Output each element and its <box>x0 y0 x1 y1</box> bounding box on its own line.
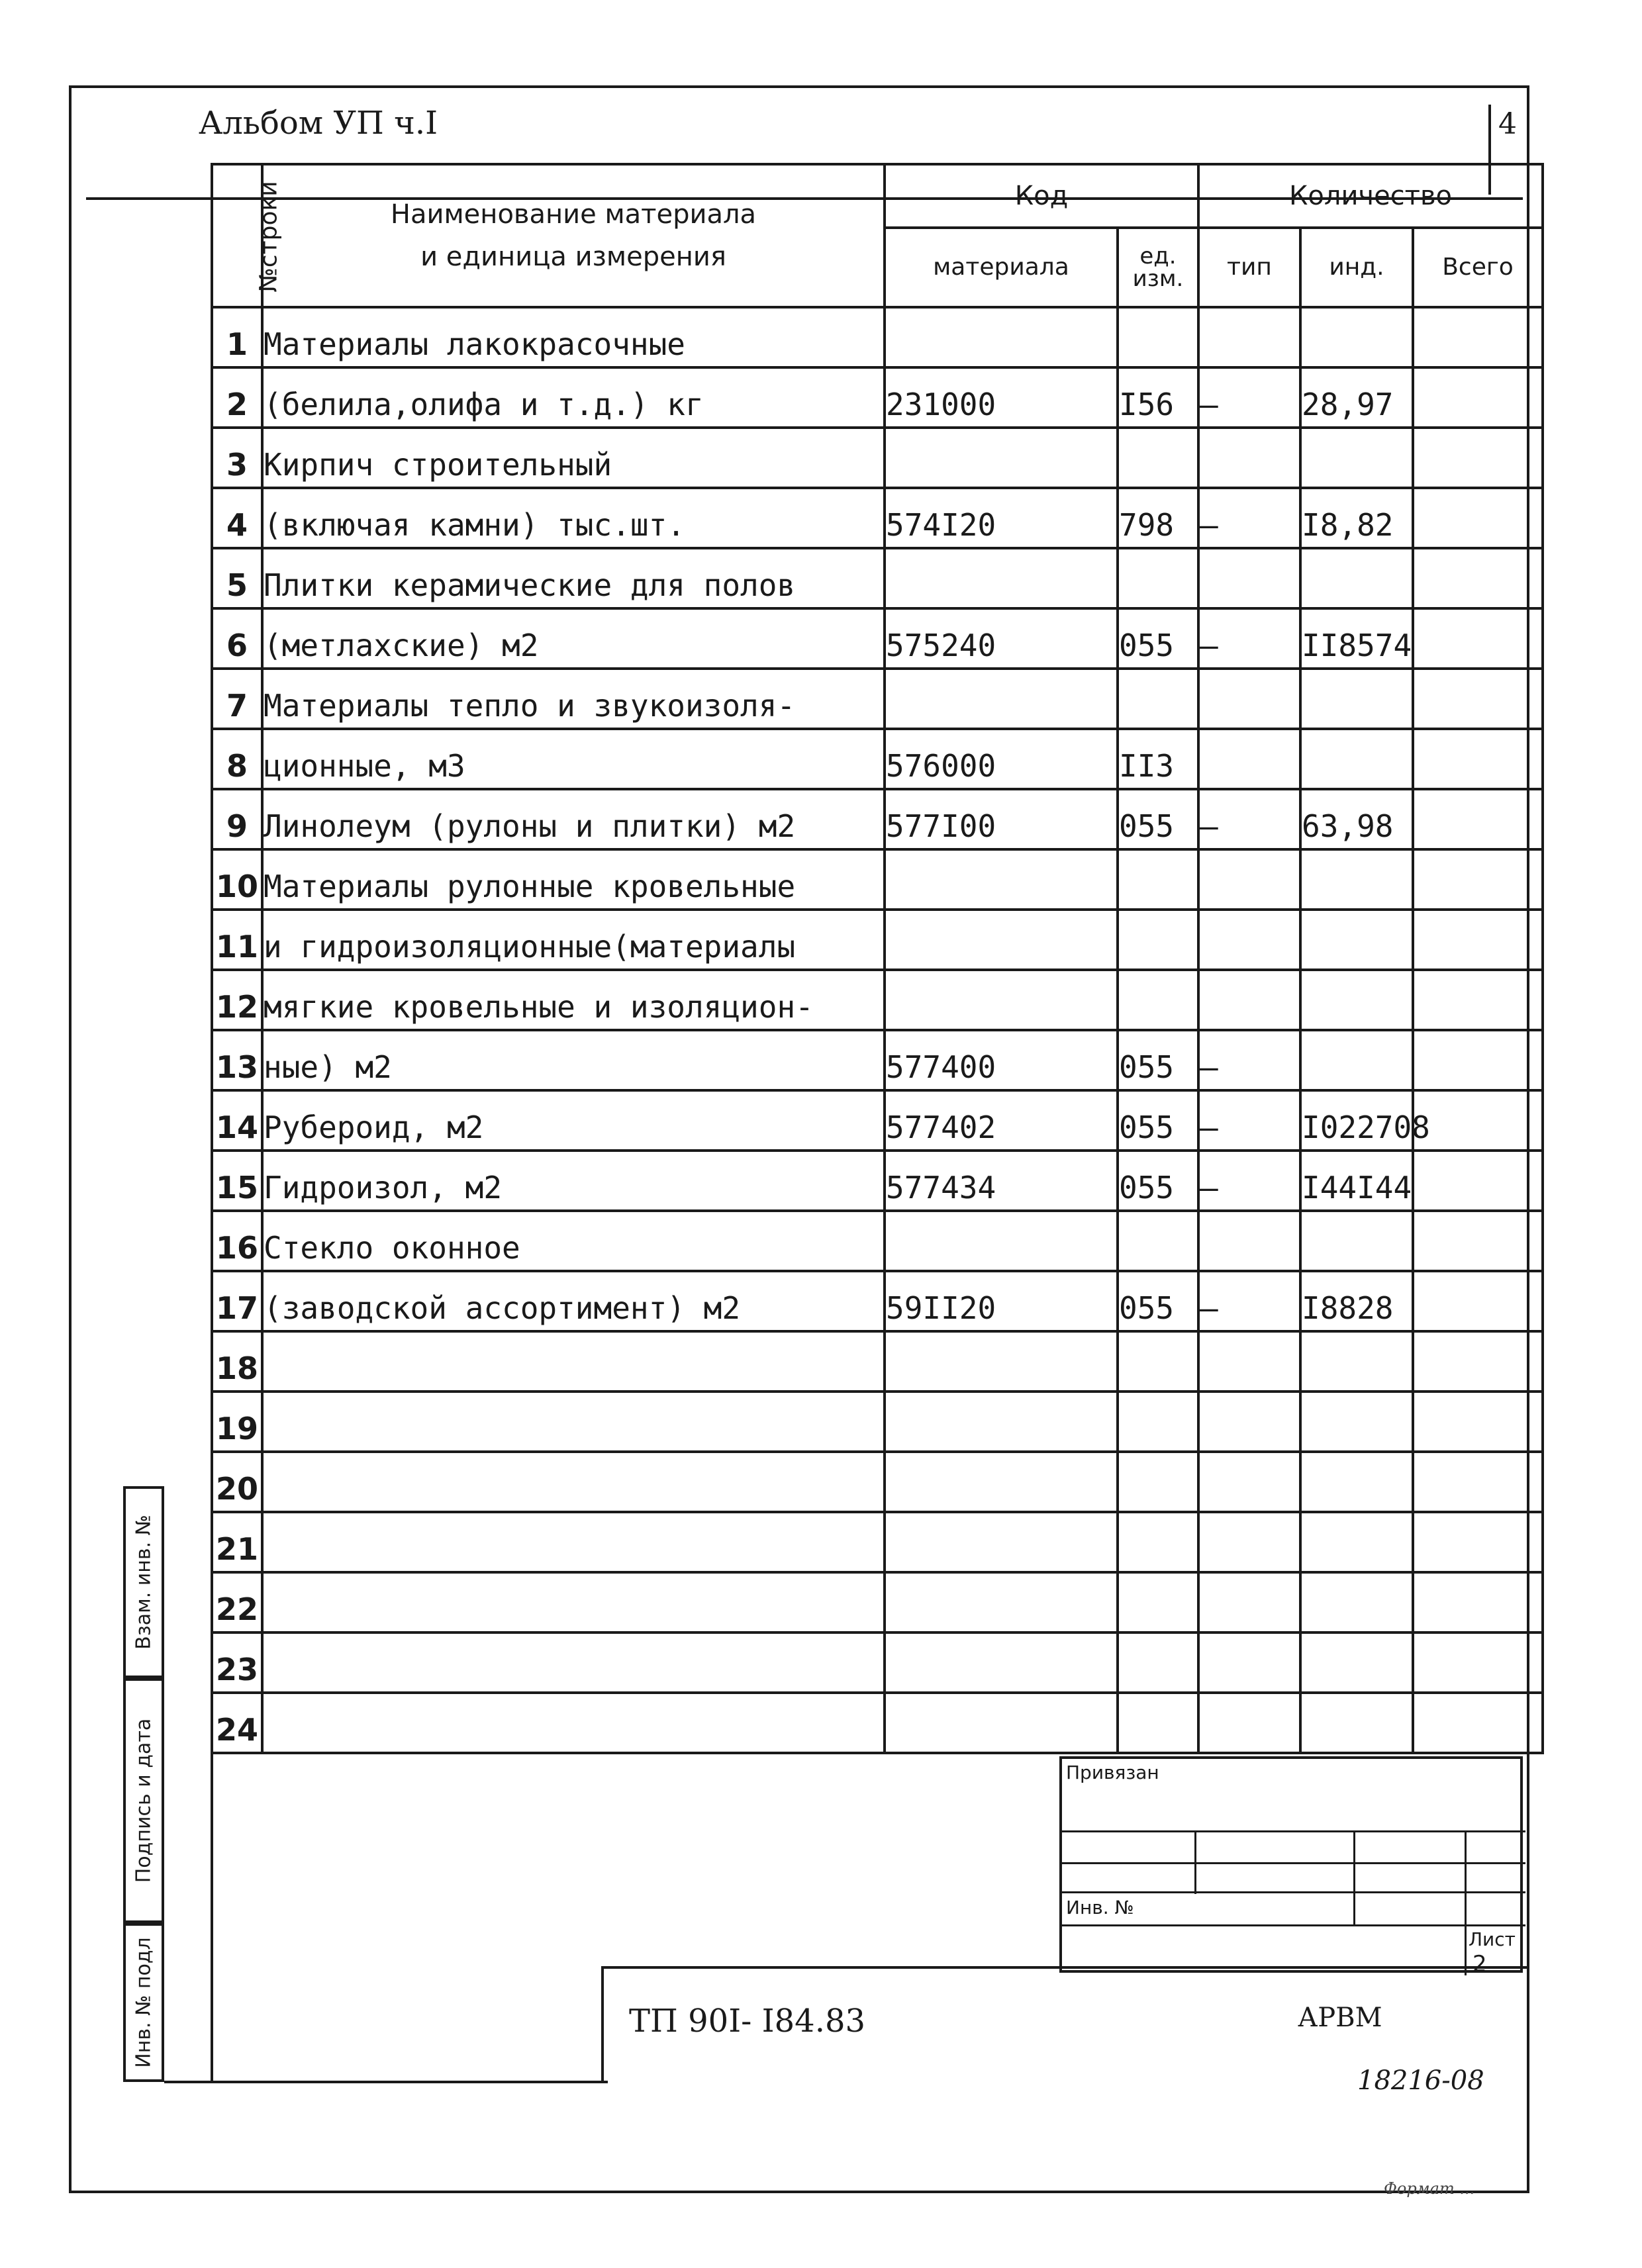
cell-type <box>1198 1512 1300 1572</box>
cell-total <box>1413 1392 1543 1452</box>
cell-code <box>885 910 1118 970</box>
inv-no-label: Инв. № <box>1066 1897 1134 1918</box>
cell-n: 13 <box>212 1030 262 1090</box>
cell-unit <box>1118 548 1198 608</box>
cell-unit: 798 <box>1118 488 1198 548</box>
cell-n: 22 <box>212 1572 262 1632</box>
sheet-number: 4 <box>1498 107 1517 141</box>
cell-name <box>262 1632 885 1693</box>
cell-n: 19 <box>212 1392 262 1452</box>
cell-unit <box>1118 910 1198 970</box>
cell-type <box>1198 669 1300 729</box>
cell-unit: 055 <box>1118 1030 1198 1090</box>
cell-total <box>1413 789 1543 849</box>
side-bottom-line <box>164 2081 211 2083</box>
cell-ind <box>1300 1211 1413 1271</box>
list-value: 2 <box>1473 1951 1487 1977</box>
cell-ind <box>1300 1392 1413 1452</box>
cell-code <box>885 1392 1118 1452</box>
cell-ind <box>1300 1331 1413 1392</box>
title-block-left-line <box>601 1966 604 2082</box>
title-block <box>1059 1756 1523 1977</box>
cell-unit <box>1118 1331 1198 1392</box>
format-note: Формат ... <box>1384 2179 1475 2198</box>
cell-name: (белила,олифа и т.д.) кг <box>262 367 885 428</box>
cell-total <box>1413 307 1543 367</box>
cell-type <box>1198 970 1300 1030</box>
side-box-vzam: Взам. инв. № <box>123 1486 164 1678</box>
cell-type <box>1198 1693 1300 1753</box>
cell-type: – <box>1198 488 1300 548</box>
table-row <box>212 608 1543 669</box>
cell-code <box>885 1572 1118 1632</box>
table-row <box>212 970 1543 1030</box>
cell-code <box>885 428 1118 488</box>
cell-unit: 055 <box>1118 1090 1198 1151</box>
side-box-podpis: Подпись и дата <box>123 1678 164 1923</box>
header-rownum: №строки <box>212 164 262 307</box>
cell-n: 20 <box>212 1452 262 1512</box>
cell-unit <box>1118 1512 1198 1572</box>
cell-n: 10 <box>212 849 262 910</box>
cell-name <box>262 1452 885 1512</box>
table-row <box>212 1331 1543 1392</box>
cell-unit: II3 <box>1118 729 1198 789</box>
table-row <box>212 1151 1543 1211</box>
cell-ind: I8,82 <box>1300 488 1413 548</box>
left-margin-line <box>211 1652 213 2082</box>
cell-type: – <box>1198 1151 1300 1211</box>
cell-ind <box>1300 428 1413 488</box>
cell-ind <box>1300 548 1413 608</box>
cell-name: Стекло оконное <box>262 1211 885 1271</box>
cell-unit: 055 <box>1118 789 1198 849</box>
cell-total <box>1413 1512 1543 1572</box>
cell-total <box>1413 849 1543 910</box>
cell-n: 6 <box>212 608 262 669</box>
cell-ind: I022708 <box>1300 1090 1413 1151</box>
cell-type: – <box>1198 608 1300 669</box>
cell-total <box>1413 910 1543 970</box>
cell-n: 7 <box>212 669 262 729</box>
table-row <box>212 1572 1543 1632</box>
cell-code <box>885 669 1118 729</box>
cell-ind <box>1300 1572 1413 1632</box>
cell-total <box>1413 1090 1543 1151</box>
cell-name: Плитки керамические для полов <box>262 548 885 608</box>
cell-total <box>1413 1151 1543 1211</box>
table-row <box>212 1452 1543 1512</box>
document-number: ТП 90I- I84.83 <box>629 2003 866 2040</box>
cell-name: (включая камни) тыс.шт. <box>262 488 885 548</box>
table-row <box>212 548 1543 608</box>
cell-n: 18 <box>212 1331 262 1392</box>
cell-code: 576000 <box>885 729 1118 789</box>
cell-n: 8 <box>212 729 262 789</box>
header-code-material: материала <box>885 228 1118 307</box>
cell-type <box>1198 307 1300 367</box>
cell-type: – <box>1198 367 1300 428</box>
cell-code <box>885 1693 1118 1753</box>
cell-type <box>1198 729 1300 789</box>
cell-type <box>1198 849 1300 910</box>
cell-ind: I44I44 <box>1300 1151 1413 1211</box>
table-row <box>212 1271 1543 1331</box>
cell-ind <box>1300 849 1413 910</box>
cell-n: 9 <box>212 789 262 849</box>
cell-name: (заводской ассортимент) м2 <box>262 1271 885 1331</box>
cell-n: 3 <box>212 428 262 488</box>
cell-name: ционные, м3 <box>262 729 885 789</box>
cell-code <box>885 1331 1118 1392</box>
cell-type: – <box>1198 789 1300 849</box>
cell-ind <box>1300 910 1413 970</box>
cell-total <box>1413 608 1543 669</box>
cell-code: 574I20 <box>885 488 1118 548</box>
table-row <box>212 1030 1543 1090</box>
cell-n: 12 <box>212 970 262 1030</box>
cell-unit <box>1118 1632 1198 1693</box>
cell-n: 11 <box>212 910 262 970</box>
cell-name <box>262 1693 885 1753</box>
cell-total <box>1413 970 1543 1030</box>
cell-type <box>1198 428 1300 488</box>
cell-n: 24 <box>212 1693 262 1753</box>
cell-n: 23 <box>212 1632 262 1693</box>
cell-unit <box>1118 669 1198 729</box>
table-row <box>212 1090 1543 1151</box>
cell-type <box>1198 910 1300 970</box>
table-row <box>212 1693 1543 1753</box>
table-row <box>212 910 1543 970</box>
cell-type <box>1198 548 1300 608</box>
header-qty-total: Всего <box>1413 228 1543 307</box>
cell-type <box>1198 1211 1300 1271</box>
table-row <box>212 488 1543 548</box>
cell-unit <box>1118 307 1198 367</box>
cell-total <box>1413 1452 1543 1512</box>
cell-n: 1 <box>212 307 262 367</box>
cell-name <box>262 1392 885 1452</box>
cell-code <box>885 1512 1118 1572</box>
cell-type: – <box>1198 1271 1300 1331</box>
cell-unit <box>1118 849 1198 910</box>
cell-unit <box>1118 1693 1198 1753</box>
cell-total <box>1413 1331 1543 1392</box>
cell-code: 577400 <box>885 1030 1118 1090</box>
cell-ind: I8828 <box>1300 1271 1413 1331</box>
album-title: Альбом УП ч.I <box>199 105 438 142</box>
privyazan-label: Привязан <box>1066 1762 1159 1783</box>
table-row <box>212 1211 1543 1271</box>
cell-unit <box>1118 970 1198 1030</box>
cell-ind <box>1300 1452 1413 1512</box>
cell-total <box>1413 1030 1543 1090</box>
cell-total <box>1413 1693 1543 1753</box>
cell-n: 2 <box>212 367 262 428</box>
cell-code: 577402 <box>885 1090 1118 1151</box>
cell-name <box>262 1331 885 1392</box>
cell-total <box>1413 729 1543 789</box>
cell-total <box>1413 1211 1543 1271</box>
cell-code <box>885 849 1118 910</box>
cell-name: Материалы лакокрасочные <box>262 307 885 367</box>
cell-unit: I56 <box>1118 367 1198 428</box>
header-quantity: Количество <box>1198 164 1543 228</box>
cell-total <box>1413 367 1543 428</box>
table-row <box>212 307 1543 367</box>
cell-n: 16 <box>212 1211 262 1271</box>
list-label: Лист <box>1469 1928 1516 1950</box>
cell-ind <box>1300 729 1413 789</box>
table-row <box>212 1392 1543 1452</box>
cell-ind <box>1300 1030 1413 1090</box>
cell-ind <box>1300 1512 1413 1572</box>
cell-total <box>1413 1632 1543 1693</box>
cell-type <box>1198 1392 1300 1452</box>
cell-code <box>885 307 1118 367</box>
header-code: Код <box>885 164 1198 228</box>
cell-code <box>885 970 1118 1030</box>
cell-ind <box>1300 1632 1413 1693</box>
bottom-left-line <box>211 2081 608 2083</box>
cell-total <box>1413 1271 1543 1331</box>
cell-unit: 055 <box>1118 608 1198 669</box>
cell-unit <box>1118 1452 1198 1512</box>
title-block-top-line <box>601 1966 1528 1969</box>
cell-name <box>262 1512 885 1572</box>
cell-total <box>1413 669 1543 729</box>
cell-name: (метлахские) м2 <box>262 608 885 669</box>
cell-type <box>1198 1452 1300 1512</box>
cell-type: – <box>1198 1030 1300 1090</box>
cell-n: 17 <box>212 1271 262 1331</box>
cell-n: 15 <box>212 1151 262 1211</box>
table-row <box>212 729 1543 789</box>
cell-code: 231000 <box>885 367 1118 428</box>
cell-unit <box>1118 1211 1198 1271</box>
cell-unit: 055 <box>1118 1271 1198 1331</box>
cell-total <box>1413 428 1543 488</box>
cell-ind <box>1300 1693 1413 1753</box>
cell-name: Кирпич строительный <box>262 428 885 488</box>
header-code-unit: ед. изм. <box>1118 228 1198 307</box>
handwritten-number: 18216-08 <box>1357 2065 1484 2096</box>
cell-ind: II8574 <box>1300 608 1413 669</box>
cell-total <box>1413 548 1543 608</box>
cell-code <box>885 1632 1118 1693</box>
cell-code <box>885 1211 1118 1271</box>
cell-unit <box>1118 1392 1198 1452</box>
cell-name: Рубероид, м2 <box>262 1090 885 1151</box>
header-qty-ind: инд. <box>1300 228 1413 307</box>
table-row <box>212 669 1543 729</box>
cell-ind <box>1300 970 1413 1030</box>
cell-name: Материалы тепло и звукоизоля- <box>262 669 885 729</box>
cell-unit <box>1118 428 1198 488</box>
cell-name: Материалы рулонные кровельные <box>262 849 885 910</box>
cell-code: 59II20 <box>885 1271 1118 1331</box>
cell-total <box>1413 488 1543 548</box>
document-code: АРВМ <box>1298 2003 1382 2033</box>
table-row <box>212 789 1543 849</box>
table-row <box>212 1512 1543 1572</box>
header-qty-type: тип <box>1198 228 1300 307</box>
cell-n: 4 <box>212 488 262 548</box>
cell-code: 577I00 <box>885 789 1118 849</box>
table-row <box>212 428 1543 488</box>
materials-table <box>211 163 1544 1754</box>
cell-name: мягкие кровельные и изоляцион- <box>262 970 885 1030</box>
cell-name: Линолеум (рулоны и плитки) м2 <box>262 789 885 849</box>
cell-code <box>885 548 1118 608</box>
cell-total <box>1413 1572 1543 1632</box>
cell-type <box>1198 1632 1300 1693</box>
cell-ind: 28,97 <box>1300 367 1413 428</box>
table-row <box>212 367 1543 428</box>
cell-type <box>1198 1331 1300 1392</box>
table-row <box>212 849 1543 910</box>
cell-name: Гидроизол, м2 <box>262 1151 885 1211</box>
cell-type <box>1198 1572 1300 1632</box>
side-box-inv-podl: Инв. № подл <box>123 1923 164 2082</box>
table-row <box>212 1632 1543 1693</box>
cell-code: 575240 <box>885 608 1118 669</box>
cell-code: 577434 <box>885 1151 1118 1211</box>
cell-ind <box>1300 669 1413 729</box>
cell-unit <box>1118 1572 1198 1632</box>
cell-ind <box>1300 307 1413 367</box>
cell-name: и гидроизоляционные(материалы <box>262 910 885 970</box>
header-name: Наименование материала и единица измерения <box>262 164 885 307</box>
cell-type: – <box>1198 1090 1300 1151</box>
cell-ind: 63,98 <box>1300 789 1413 849</box>
cell-n: 5 <box>212 548 262 608</box>
cell-n: 21 <box>212 1512 262 1572</box>
cell-unit: 055 <box>1118 1151 1198 1211</box>
cell-n: 14 <box>212 1090 262 1151</box>
cell-name <box>262 1572 885 1632</box>
cell-code <box>885 1452 1118 1512</box>
cell-name: ные) м2 <box>262 1030 885 1090</box>
